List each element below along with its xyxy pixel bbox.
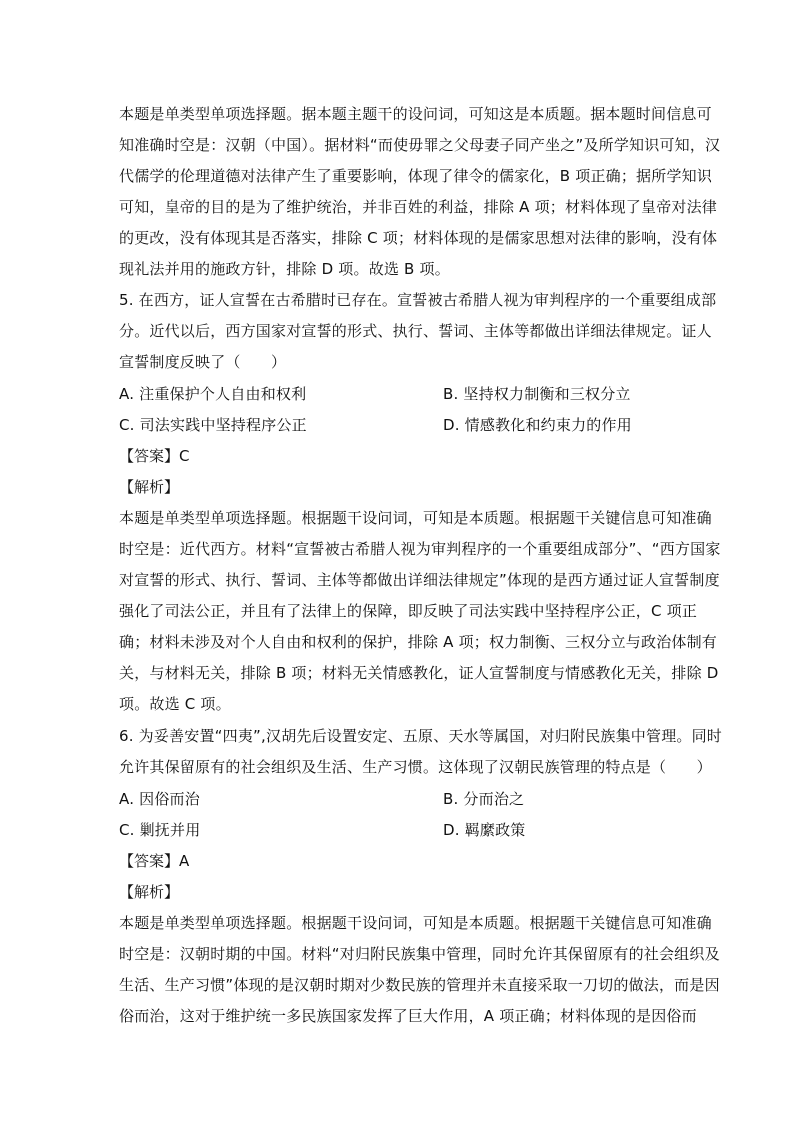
option-c: C. 司法实践中坚持程序公正 bbox=[119, 416, 307, 434]
answer-label: 【答案】A bbox=[119, 852, 190, 870]
option-a: A. 注重保护个人自由和权利 bbox=[119, 385, 307, 403]
analysis-line: 俗而治，这对于维护统一多民族国家发挥了巨大作用，A 项正确；材料体现的是因俗而 bbox=[119, 1007, 697, 1025]
analysis-line: 对宣誓的形式、执行、誓词、主体等都做出详细法律规定”体现的是西方通过证人宣誓制度 bbox=[119, 571, 720, 589]
analysis-label: 【解析】 bbox=[119, 478, 180, 496]
option-a: A. 因俗而治 bbox=[119, 790, 200, 808]
option-b: B. 坚持权力制衡和三权分立 bbox=[443, 385, 631, 403]
analysis-line: 时空是：汉朝时期的中国。材料“对归附民族集中管理，同时允许其保留原有的社会组织及 bbox=[119, 945, 720, 963]
analysis-line: 时空是：近代西方。材料“宣誓被古希腊人视为审判程序的一个重要组成部分”、“西方国家 bbox=[119, 540, 721, 558]
analysis-line: 项。故选 C 项。 bbox=[119, 695, 231, 713]
question-stem-line: 允许其保留原有的社会组织及生活、生产习惯。这体现了汉朝民族管理的特点是（ ） bbox=[119, 758, 712, 776]
analysis-line: 现礼法并用的施政方针，排除 D 项。故选 B 项。 bbox=[119, 260, 450, 278]
analysis-line: 本题是单类型单项选择题。根据题干设问词，可知是本质题。根据题干关键信息可知准确 bbox=[119, 914, 712, 932]
question-stem-line: 5. 在西方，证人宣誓在古希腊时已存在。宣誓被古希腊人视为审判程序的一个重要组成部 bbox=[119, 291, 717, 309]
question-stem-line: 6. 为妥善安置“四夷”,汉胡先后设置安定、五原、天水等属国，对归附民族集中管理。同时 bbox=[119, 727, 722, 745]
analysis-line: 知准确时空是：汉朝（中国）。据材料“而使毋罪之父母妻子同产坐之”及所学知识可知，汉 bbox=[119, 136, 721, 154]
answer-label: 【答案】C bbox=[119, 447, 190, 465]
option-c: C. 剿抚并用 bbox=[119, 821, 201, 839]
analysis-line: 代儒学的伦理道德对法律产生了重要影响，体现了律令的儒家化，B 项正确；据所学知识 bbox=[119, 167, 713, 185]
analysis-line: 关，与材料无关，排除 B 项；材料无关情感教化，证人宣誓制度与情感教化无关，排除 D bbox=[119, 664, 719, 682]
analysis-label: 【解析】 bbox=[119, 883, 180, 901]
question-stem-line: 宣誓制度反映了（ ） bbox=[119, 353, 287, 371]
analysis-line: 强化了司法公正，并且有了法律上的保障，即反映了司法实践中坚持程序公正，C 项正 bbox=[119, 602, 698, 620]
analysis-line: 本题是单类型单项选择题。据本题主题干的设问词，可知这是本质题。据本题时间信息可 bbox=[119, 105, 712, 123]
option-d: D. 情感教化和约束力的作用 bbox=[443, 416, 632, 434]
analysis-line: 的更改，没有体现其是否落实，排除 C 项；材料体现的是儒家思想对法律的影响，没有体 bbox=[119, 229, 718, 247]
option-b: B. 分而治之 bbox=[443, 790, 525, 808]
analysis-line: 本题是单类型单项选择题。根据题干设问词，可知是本质题。根据题干关键信息可知准确 bbox=[119, 509, 712, 527]
analysis-line: 可知，皇帝的目的是为了维护统治，并非百姓的利益，排除 A 项；材料体现了皇帝对法律 bbox=[119, 198, 718, 216]
analysis-line: 生活、生产习惯”体现的是汉朝时期对少数民族的管理并未直接采取一刀切的做法，而是因 bbox=[119, 976, 720, 994]
option-d: D. 羁縻政策 bbox=[443, 821, 526, 839]
analysis-line: 确；材料未涉及对个人自由和权利的保护，排除 A 项；权力制衡、三权分立与政治体制有 bbox=[119, 633, 718, 651]
question-stem-line: 分。近代以后，西方国家对宣誓的形式、执行、誓词、主体等都做出详细法律规定。证人 bbox=[119, 322, 712, 340]
